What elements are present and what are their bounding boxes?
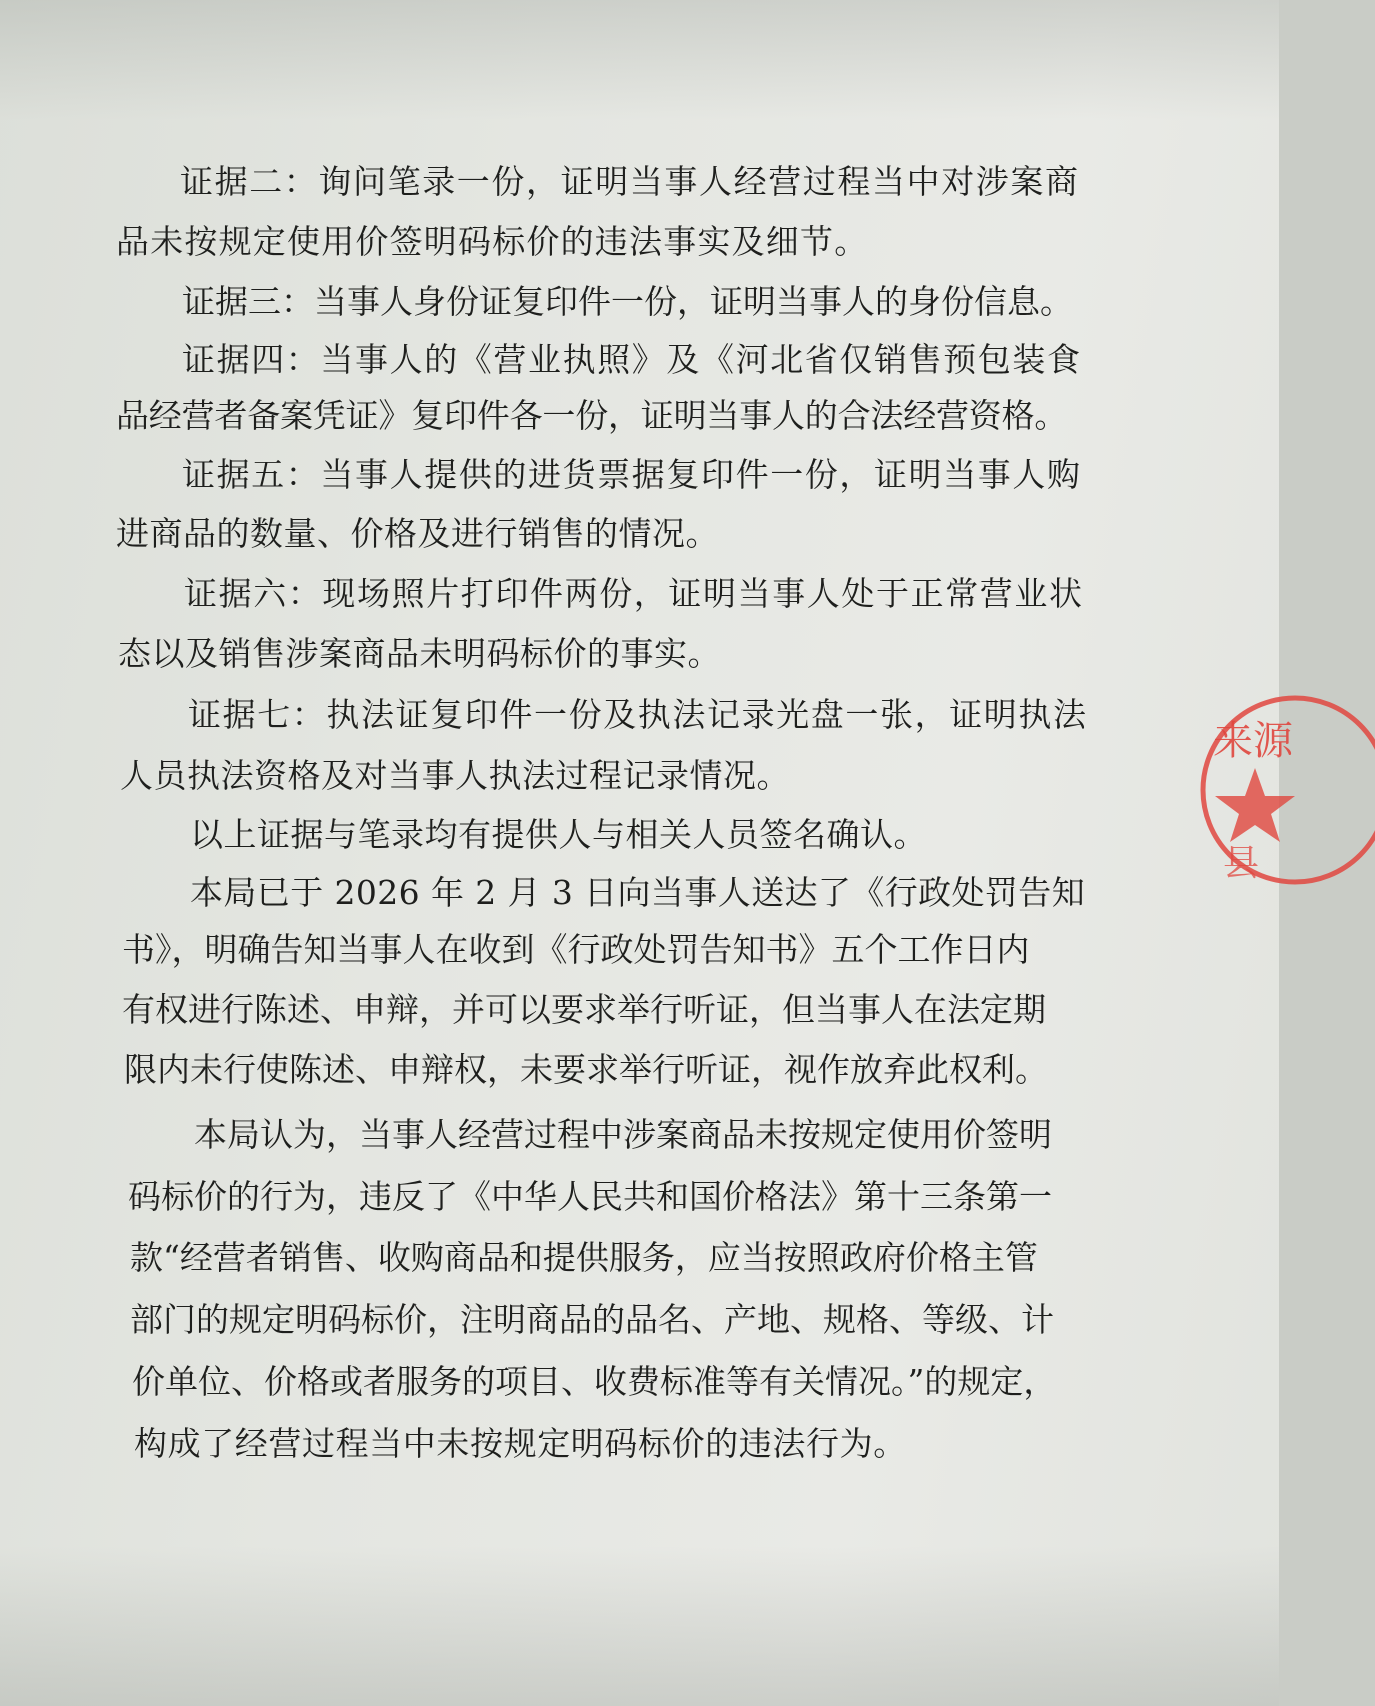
paragraph-line: 款“经营者销售、收购商品和提供服务，应当按照政府价格主管 [130, 1238, 1038, 1277]
official-seal-stamp [1195, 690, 1375, 890]
paragraph-line: 证据三：当事人身份证复印件一份，证明当事人的身份信息。 [182, 282, 1073, 321]
paragraph-line: 进商品的数量、价格及进行销售的情况。 [116, 514, 719, 553]
paragraph-line: 构成了经营过程当中未按规定明码标价的违法行为。 [134, 1424, 907, 1463]
seal-text-bottom: 县 [1223, 843, 1260, 884]
paragraph-line: 本局认为，当事人经营过程中涉案商品未按规定使用价签明 [194, 1115, 1052, 1154]
page-shadow-bottom [0, 1546, 1279, 1706]
paragraph-line: 以上证据与笔录均有提供人与相关人员签名确认。 [190, 815, 927, 854]
paragraph-line: 价单位、价格或者服务的项目、收费标准等有关情况。”的规定， [132, 1362, 1057, 1401]
page-shadow-top [0, 0, 1279, 120]
paragraph-line: 证据四：当事人的《营业执照》及《河北省仅销售预包装食 [182, 340, 1082, 379]
paragraph-line: 品经营者备案凭证》复印件各一份，证明当事人的合法经营资格。 [116, 396, 1068, 435]
paragraph-line: 证据二：询问笔录一份，证明当事人经营过程当中对涉案商 [180, 162, 1080, 201]
paragraph-line: 有权进行陈述、申辩，并可以要求举行听证，但当事人在法定期 [122, 990, 1046, 1029]
paragraph-line: 态以及销售涉案商品未明码标价的事实。 [118, 634, 721, 673]
paragraph-line: 人员执法资格及对当事人执法过程记录情况。 [120, 756, 790, 795]
seal-star-icon [1215, 768, 1295, 842]
paragraph-line: 品未按规定使用价签明码标价的违法事实及细节。 [116, 222, 869, 261]
seal-text-top: 来源 [1213, 718, 1293, 764]
paragraph-line: 码标价的行为，违反了《中华人民共和国价格法》第十三条第一 [128, 1177, 1052, 1216]
paragraph-line: 证据七：执法证复印件一份及执法记录光盘一张，证明执法 [188, 695, 1088, 734]
paragraph-line: 证据六：现场照片打印件两份，证明当事人处于正常营业状 [184, 574, 1084, 613]
paragraph-line: 本局已于 2026 年 2 月 3 日向当事人送达了《行政处罚告知 [190, 873, 1086, 912]
paragraph-line: 书》，明确告知当事人在收到《行政处罚告知书》五个工作日内 [122, 930, 1030, 969]
paragraph-line: 证据五：当事人提供的进货票据复印件一份，证明当事人购 [182, 455, 1082, 494]
paragraph-line: 部门的规定明码标价，注明商品的品名、产地、规格、等级、计 [130, 1300, 1054, 1339]
paragraph-line: 限内未行使陈述、申辩权，未要求举行听证，视作放弃此权利。 [124, 1050, 1048, 1089]
